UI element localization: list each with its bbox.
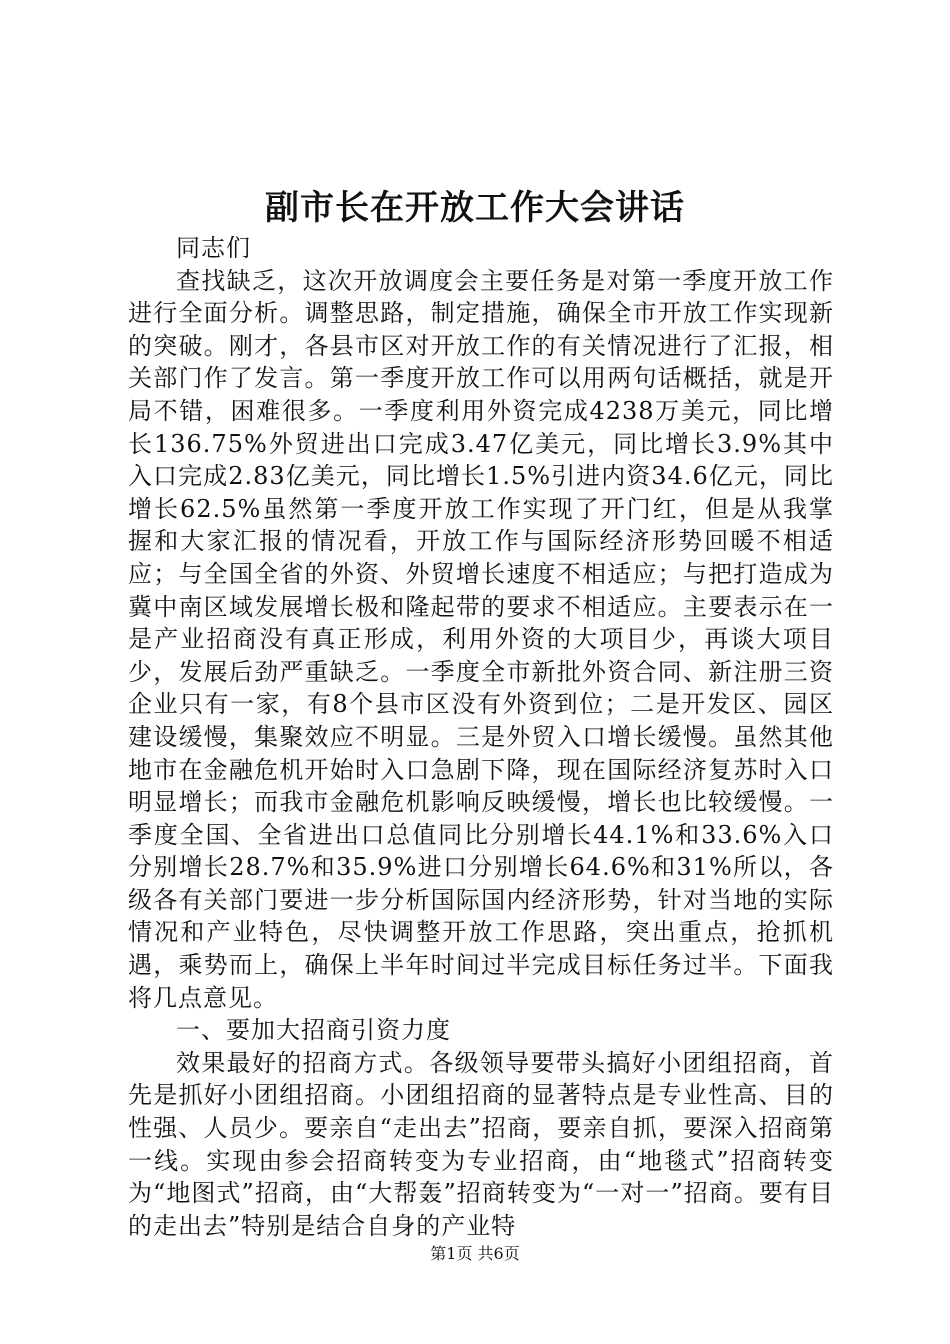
page-number-footer: 第1页 共6页 xyxy=(430,1244,520,1263)
document-body xyxy=(128,232,834,1242)
document-title: 副市长在开放工作大会讲话 xyxy=(265,188,685,228)
body-paragraph: 查找缺乏，这次开放调度会主要任务是对第一季度开放工作进行全面分析。调整思路，制定措施，确保全市开放工作实现新的突破。刚才，各县市区对开放工作的有关情况进行了汇报，相关部门作了发言。第一季度开放工作可以用两句话概括，就是开局不错，困难很多。一季度利用外资完成4238万美元，同比增长136.75%外贸进出口完成3.47亿美元，同比增长3.9%其中入口完成2.83亿美元，同比增长1.5%引进内资34.6亿元，同比增长62.5%虽然第一季度开放工作实现了开门红，但是从我掌握和大家汇报的情况看，开放工作与国际经济形势回暖不相适应；与全国全省的外资、外贸增长速度不相适应；与把打造成为冀中南区域发展增长极和隆起带的要求不相适应。主要表示在一是产业招商没有真正形成，利用外资的大项目少，再谈大项目少，发展后劲严重缺乏。一季度全市新批外资合同、新注册三资企业只有一家，有8个县市区没有外资到位；二是开发区、园区建设缓慢，集聚效应不明显。三是外贸入口增长缓慢。虽然其他地市在金融危机开始时入口急剧下降，现在国际经济复苏时入口明显增长；而我市金融危机影响反映缓慢，增长也比较缓慢。一季度全国、全省进出口总值同比分别增长44.1%和33.6%入口分别增长28.7%和35.9%进口分别增长64.6%和31%所以，各级各有关部门要进一步分析国际国内经济形势，针对当地的实际情况和产业特色，尽快调整开放工作思路，突出重点，抢抓机遇，乘势而上，确保上半年时间过半完成目标任务过半。下面我将几点意见。 xyxy=(128,266,834,1012)
body-paragraph: 效果最好的招商方式。各级领导要带头搞好小团组招商，首先是抓好小团组招商。小团组招商的显著特点是专业性高、目的性强、人员少。要亲自“走出去”招商，要亲自抓，要深入招商第一线。实现由参会招商转变为专业招商，由“地毯式”招商转变为“地图式”招商，由“大帮轰”招商转变为“一对一”招商。要有目的走出去”特别是结合自身的产业特 xyxy=(128,1048,834,1240)
salutation-paragraph: 同志们 xyxy=(176,234,251,262)
section-heading: 一、要加大招商引资力度 xyxy=(176,1016,451,1045)
